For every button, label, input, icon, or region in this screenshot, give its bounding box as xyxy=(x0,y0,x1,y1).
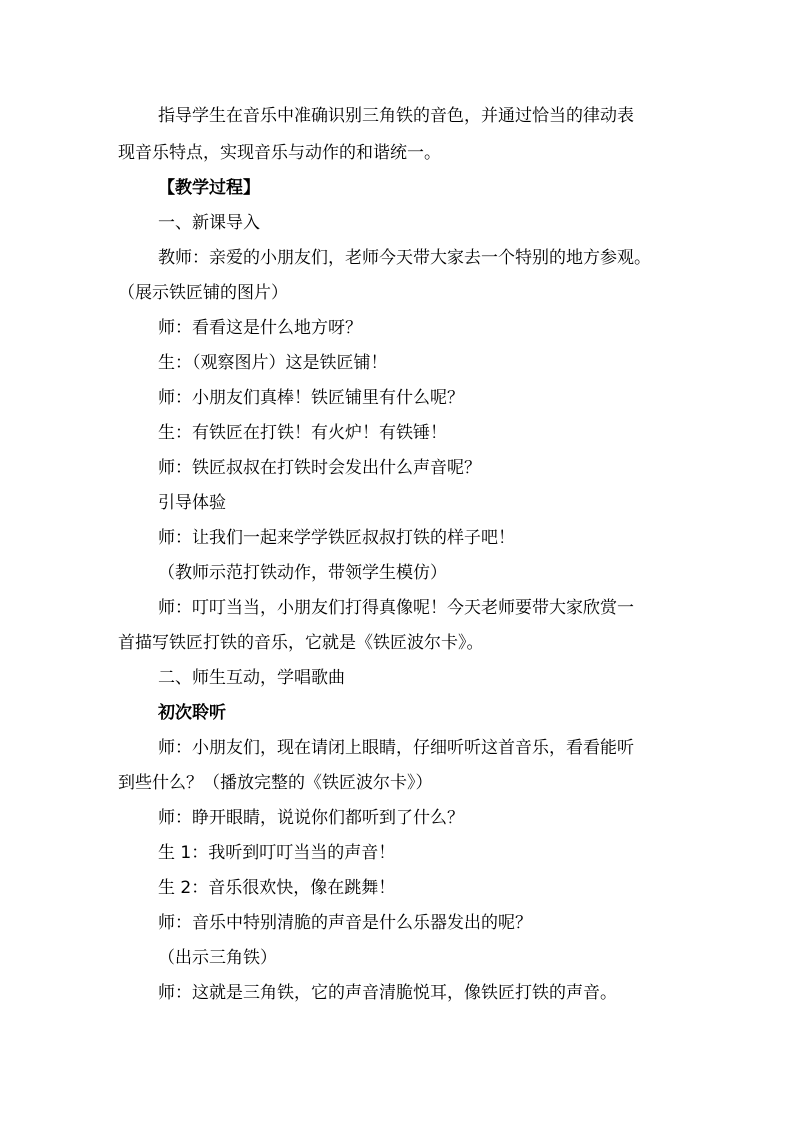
dialogue-line: 师：小朋友们真棒！铁匠铺里有什么呢？ xyxy=(158,388,464,408)
section-heading: 【教学过程】 xyxy=(158,178,260,198)
paragraph-line: 教师：亲爱的小朋友们，老师今天带大家去一个特别的地方参观。 xyxy=(158,248,651,268)
dialogue-line: 生 1：我听到叮叮当当的声音！ xyxy=(158,843,396,863)
subsection-heading: 一、新课导入 xyxy=(158,213,260,233)
dialogue-line: 师：铁匠叔叔在打铁时会发出什么声音呢？ xyxy=(158,458,481,478)
subsection-heading: 初次聆听 xyxy=(158,703,226,723)
paragraph-line: 到些什么？（播放完整的《铁匠波尔卡》） xyxy=(118,773,433,793)
paragraph-line: （教师示范打铁动作，带领学生模仿） xyxy=(158,563,447,583)
paragraph-line: （出示三角铁） xyxy=(158,948,277,968)
dialogue-line: 师：看看这是什么地方呀？ xyxy=(158,318,362,338)
dialogue-line: 生 2：音乐很欢快，像在跳舞！ xyxy=(158,878,396,898)
paragraph-line: 现音乐特点，实现音乐与动作的和谐统一。 xyxy=(118,143,441,163)
dialogue-line: 师：叮叮当当，小朋友们打得真像呢！今天老师要带大家欣赏一 xyxy=(158,598,634,618)
dialogue-line: 生：有铁匠在打铁！有火炉！有铁锤！ xyxy=(158,423,447,443)
dialogue-line: 师：睁开眼睛，说说你们都听到了什么？ xyxy=(158,808,464,828)
dialogue-line: 生：（观察图片）这是铁匠铺！ xyxy=(158,353,388,373)
paragraph-line: 首描写铁匠打铁的音乐，它就是《铁匠波尔卡》。 xyxy=(118,633,484,653)
paragraph-line: 指导学生在音乐中准确识别三角铁的音色，并通过恰当的律动表 xyxy=(158,106,634,126)
subsection-heading: 二、师生互动，学唱歌曲 xyxy=(158,668,345,688)
dialogue-line: 师：让我们一起来学学铁匠叔叔打铁的样子吧！ xyxy=(158,528,515,548)
dialogue-line: 师：音乐中特别清脆的声音是什么乐器发出的呢？ xyxy=(158,913,532,933)
dialogue-line: 师：这就是三角铁，它的声音清脆悦耳，像铁匠打铁的声音。 xyxy=(158,983,617,1003)
subsection-heading: 引导体验 xyxy=(158,493,226,513)
dialogue-line: 师：小朋友们，现在请闭上眼睛，仔细听听这首音乐，看看能听 xyxy=(158,738,634,758)
paragraph-line: （展示铁匠铺的图片） xyxy=(118,283,288,303)
